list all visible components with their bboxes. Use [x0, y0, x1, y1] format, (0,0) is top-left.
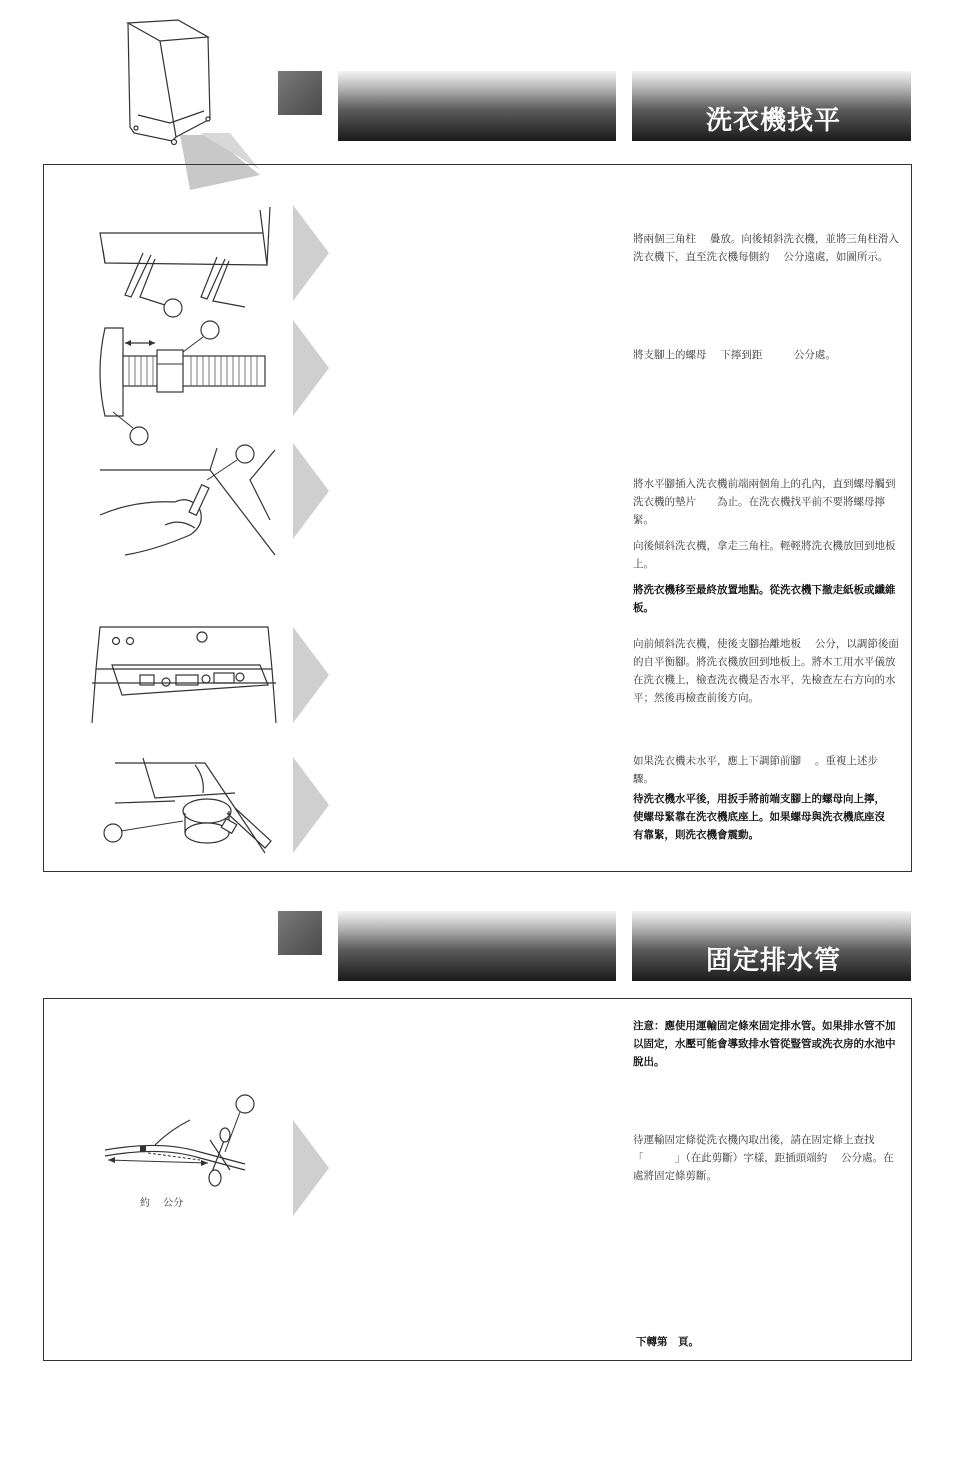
header-bar-left-1	[338, 71, 616, 141]
section-title-leveling: 洗衣機找平	[706, 106, 842, 136]
step-5-text-block	[633, 752, 895, 852]
continue-page-note: 下轉第 頁。	[636, 1336, 699, 1348]
insert-leveling-leg-illustration	[95, 440, 280, 560]
step-1-text: 將兩個三角柱 疊放。向後傾斜洗衣機，並將三角柱滑入洗衣機下，直至洗衣機每側約 公分遠處，如圖所示。	[633, 233, 899, 263]
step-arrow-6	[293, 1120, 329, 1216]
step-arrow-5	[293, 757, 329, 853]
step-3-text-block	[633, 475, 901, 625]
step-arrow-1	[293, 205, 329, 301]
drain-hose-note: 注意：應使用運輸固定條來固定排水管。如果排水管不加以固定，水壓可能會導致排水管從豎管或洗衣房的水池中脫出。	[633, 1020, 896, 1068]
drain-hose-step-text: 待運輸固定條從洗衣機內取出後，請在固定條上查找「 」（在此剪斷）字樣，距插頭端約 公分處。在 處將固定條剪斷。	[633, 1134, 908, 1182]
header-bar-left-2	[338, 911, 616, 981]
step-number-box-2	[278, 911, 322, 955]
step-5-text: 如果洗衣機未水平，應上下調節前腳 。重複上述步驟。	[633, 755, 878, 785]
washer-level-check-illustration	[92, 623, 278, 728]
step-arrow-2	[293, 320, 329, 416]
step-3-text: 將水平腳插入洗衣機前端兩個角上的孔內，直到螺母觸到洗衣機的墊片 為止。在洗衣機找平前不要將螺母擰緊。	[633, 478, 896, 526]
step-5-text-2: 待洗衣機水平後，用扳手將前端支腳上的螺母向上擰，使螺母緊靠在洗衣機底座上。如果螺母與洗衣機底座沒有靠緊，則洗衣機會震動。	[633, 793, 885, 841]
cut-shipping-strap-illustration	[100, 1090, 280, 1190]
triangle-blocks-illustration	[95, 205, 280, 320]
step-arrow-4	[293, 627, 329, 723]
header-bar-title-2	[632, 911, 911, 981]
step-arrow-3	[293, 443, 329, 539]
strap-length-label: 約 公分	[140, 1198, 184, 1209]
leveling-leg-bolt-illustration	[95, 318, 280, 448]
step-3-text-3: 將洗衣機移至最終放置地點。從洗衣機下撤走紙板或纖維板。	[633, 584, 896, 614]
tighten-nut-wrench-illustration	[95, 753, 280, 858]
step-number-box-1	[278, 71, 322, 115]
step-4-text: 向前傾斜洗衣機，使後支腳抬離地板 公分，以調節後面的自平衡腳。將洗衣機放回到地板上。將木工用水平儀放在洗衣機上，檢查洗衣機是否水平，先檢查左右方向的水平；然後再檢查前後方向。	[633, 638, 899, 704]
step-3-text-2: 向後傾斜洗衣機，拿走三角柱。輕輕將洗衣機放回到地板上。	[633, 540, 896, 570]
step-2-text: 將支腳上的螺母 下擰到距 公分處。	[633, 349, 836, 361]
section-title-drain-hose: 固定排水管	[706, 946, 842, 976]
header-bar-title-1	[632, 71, 911, 141]
